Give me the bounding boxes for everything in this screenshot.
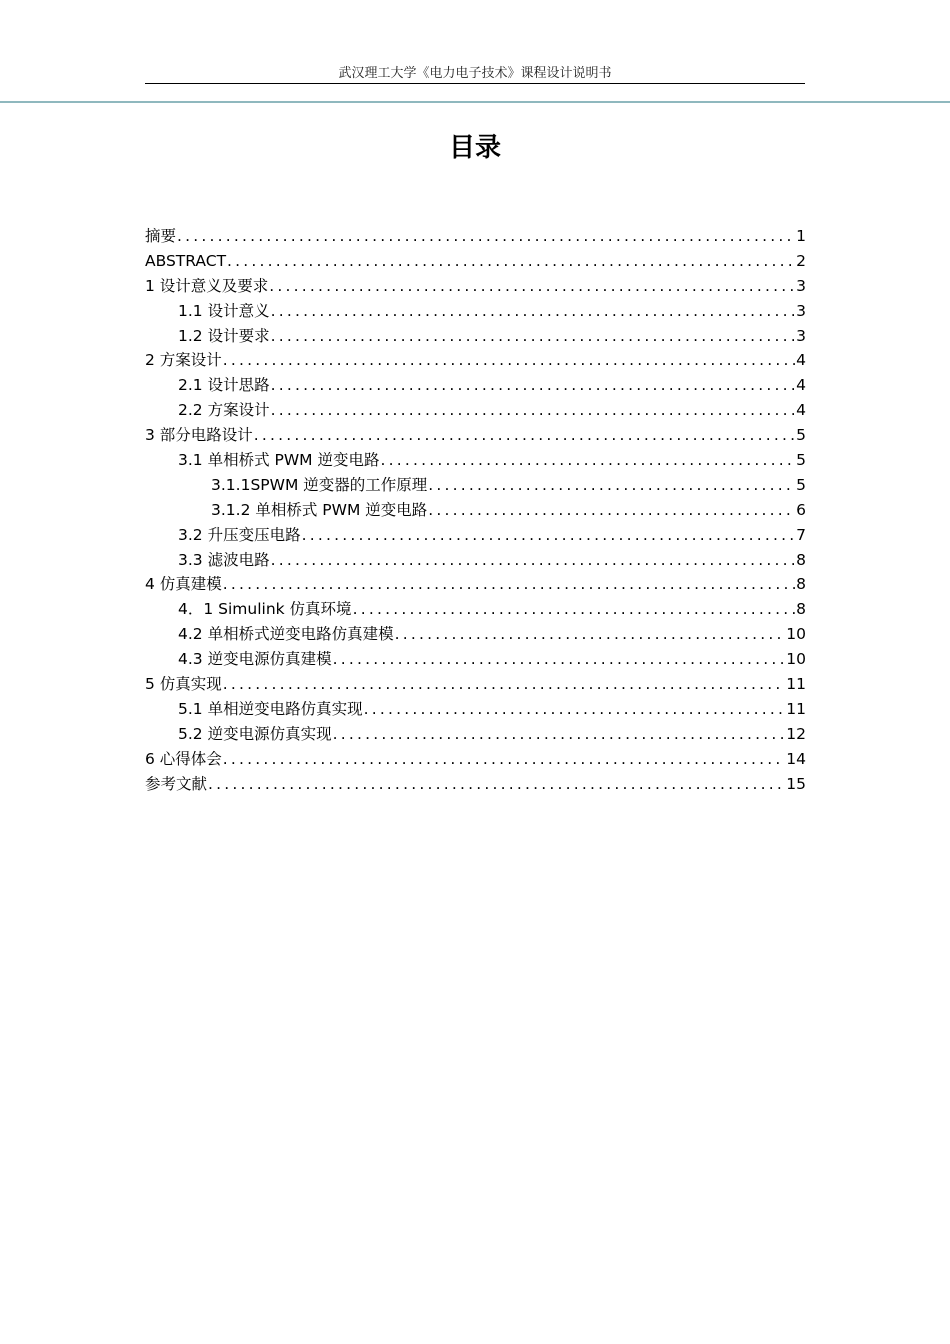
toc-entry-text: 5.1 单相逆变电路仿真实现 (178, 699, 363, 718)
toc-entry-text: 参考文献 (145, 774, 208, 793)
table-of-contents (145, 224, 806, 796)
toc-entry[interactable] (145, 498, 806, 523)
toc-entry[interactable] (145, 747, 806, 772)
toc-entry[interactable] (145, 672, 806, 697)
toc-dot-leader (271, 373, 796, 398)
toc-entry-page-number: 7 (796, 525, 806, 544)
toc-dot-leader (380, 448, 795, 473)
toc-entry-page-number: 8 (796, 575, 806, 594)
toc-entry-page-number: 11 (786, 699, 806, 718)
toc-dot-leader (333, 647, 786, 672)
toc-entry-text: 3 部分电路设计 (145, 426, 253, 445)
toc-dot-leader (395, 622, 786, 647)
toc-dot-leader (223, 572, 795, 597)
toc-entry[interactable] (145, 622, 806, 647)
toc-entry[interactable] (145, 548, 806, 573)
running-header: 武汉理工大学《电力电子技术》课程设计说明书 (338, 66, 612, 81)
toc-entry-page-number: 8 (796, 600, 806, 619)
toc-dot-leader (428, 498, 795, 523)
toc-entry-text: 4 仿真建模 (145, 575, 222, 594)
toc-entry[interactable] (145, 523, 806, 548)
toc-title: 目录 (448, 133, 501, 163)
toc-entry-text: 3.3 滤波电路 (178, 550, 270, 569)
toc-entry-page-number: 6 (796, 500, 806, 519)
toc-entry-text: 5.2 逆变电源仿真实现 (178, 724, 332, 743)
toc-entry-text: 4．1 Simulink 仿真环境 (178, 600, 352, 619)
toc-dot-leader (271, 324, 796, 349)
toc-entry[interactable] (145, 473, 806, 498)
toc-dot-leader (428, 473, 795, 498)
toc-entry[interactable] (145, 722, 806, 747)
toc-entry-text: 4.2 单相桥式逆变电路仿真建模 (178, 625, 394, 644)
toc-entry[interactable] (145, 772, 806, 797)
toc-entry[interactable] (145, 274, 806, 299)
toc-dot-leader (223, 348, 795, 373)
toc-entry[interactable] (145, 373, 806, 398)
toc-entry-text: 1.2 设计要求 (178, 326, 270, 345)
toc-entry-text: 3.2 升压变压电路 (178, 525, 301, 544)
toc-dot-leader (364, 697, 786, 722)
toc-entry[interactable] (145, 249, 806, 274)
toc-entry[interactable] (145, 224, 806, 249)
toc-entry-text: 2 方案设计 (145, 351, 222, 370)
toc-entry[interactable] (145, 324, 806, 349)
toc-entry-page-number: 3 (796, 301, 806, 320)
toc-entry[interactable] (145, 697, 806, 722)
toc-entry-text: 摘要 (145, 227, 177, 245)
toc-dot-leader (271, 299, 796, 324)
toc-dot-leader (302, 523, 796, 548)
toc-dot-leader (254, 423, 795, 448)
toc-entry-text: 3.1.2 单相桥式 PWM 逆变电路 (211, 500, 428, 519)
toc-dot-leader (333, 722, 786, 747)
toc-entry[interactable] (145, 299, 806, 324)
toc-dot-leader (271, 398, 796, 423)
toc-entry-text: 3.1 单相桥式 PWM 逆变电路 (178, 451, 380, 470)
toc-entry-page-number: 10 (786, 650, 806, 669)
toc-entry-text: 2.1 设计思路 (178, 376, 270, 395)
toc-entry-page-number: 11 (786, 675, 806, 694)
toc-entry-text: 1 设计意义及要求 (145, 276, 269, 295)
toc-entry[interactable] (145, 572, 806, 597)
toc-entry-page-number: 8 (796, 550, 806, 569)
toc-entry[interactable] (145, 448, 806, 473)
toc-entry-page-number: 3 (796, 276, 806, 295)
header-rule (145, 83, 805, 84)
toc-entry-text: 6 心得体会 (145, 749, 222, 768)
toc-entry-text: 1.1 设计意义 (178, 301, 270, 320)
toc-entry-page-number: 4 (796, 351, 806, 370)
toc-entry-page-number: 5 (796, 475, 806, 494)
toc-dot-leader (208, 772, 785, 797)
toc-entry[interactable] (145, 423, 806, 448)
toc-dot-leader (269, 274, 795, 299)
toc-entry[interactable] (145, 348, 806, 373)
page-accent-line (0, 101, 950, 103)
toc-entry[interactable] (145, 398, 806, 423)
toc-entry-page-number: 15 (786, 774, 806, 793)
toc-entry[interactable] (145, 597, 806, 622)
toc-dot-leader (227, 249, 795, 274)
toc-entry[interactable] (145, 647, 806, 672)
toc-dot-leader (271, 548, 796, 573)
toc-entry-page-number: 10 (786, 625, 806, 644)
toc-entry-text: 3.1.1SPWM 逆变器的工作原理 (211, 475, 428, 494)
toc-entry-page-number: 2 (796, 251, 806, 270)
toc-dot-leader (177, 224, 795, 249)
toc-entry-page-number: 4 (796, 376, 806, 395)
toc-entry-page-number: 14 (786, 749, 806, 768)
toc-entry-page-number: 1 (796, 227, 806, 245)
toc-entry-text: 4.3 逆变电源仿真建模 (178, 650, 332, 669)
toc-dot-leader (353, 597, 796, 622)
toc-entry-text: ABSTRACT (145, 251, 227, 270)
toc-entry-page-number: 3 (796, 326, 806, 345)
toc-entry-page-number: 12 (786, 724, 806, 743)
toc-entry-text: 5 仿真实现 (145, 675, 222, 694)
toc-entry-page-number: 4 (796, 401, 806, 420)
toc-entry-text: 2.2 方案设计 (178, 401, 270, 420)
toc-dot-leader (223, 672, 785, 697)
toc-entry-page-number: 5 (796, 426, 806, 445)
toc-entry-page-number: 5 (796, 451, 806, 470)
toc-dot-leader (223, 747, 785, 772)
